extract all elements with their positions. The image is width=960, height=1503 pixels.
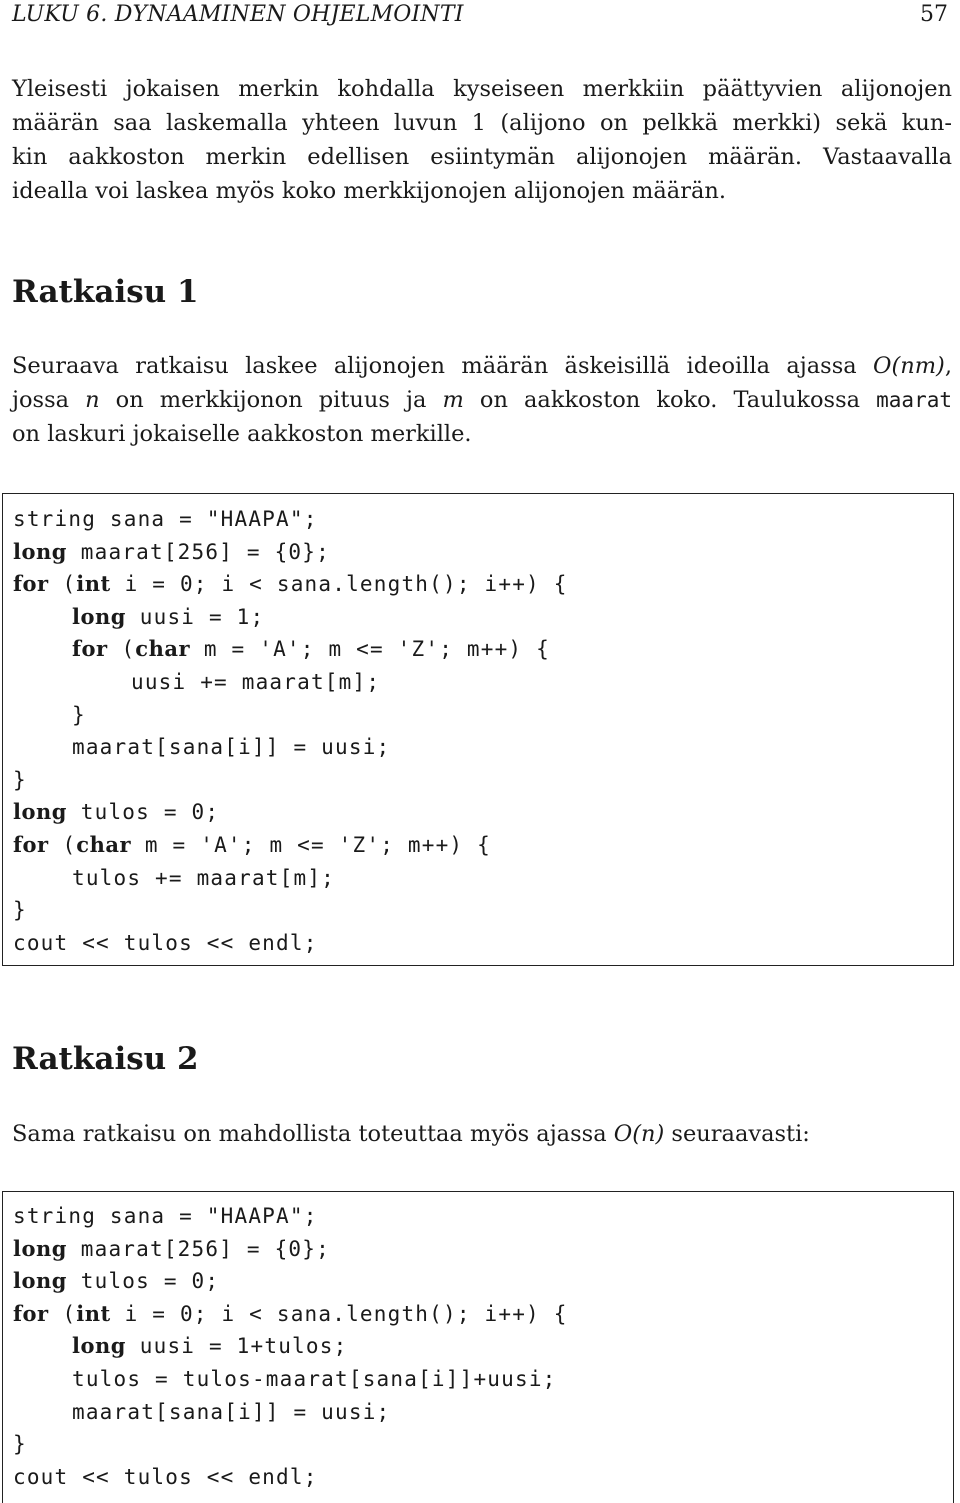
text-run: Seuraava ratkaisu laskee alijonojen määrän äskeisillä ideoilla ajassa [12,353,873,379]
text-run: , [944,353,952,379]
code-listing-2 [2,1191,954,1503]
variable-n: n [85,387,100,413]
text-run: on merkkijonon pituus ja [99,387,443,413]
keyword: for [72,636,108,662]
page-number: 57 [920,2,948,27]
inline-code-maarat: maarat [876,388,952,412]
code-line [13,633,953,666]
code-listing-1 [2,493,954,966]
code-line: } [13,898,27,923]
code-line: } [72,702,86,727]
intro-line: Yleisesti jokaisen merkin kohdalla kyseiseen merkkiin päättyvien alijonojen [12,76,952,102]
keyword: char [135,636,191,662]
keyword: for [13,831,49,857]
code-line [13,1265,953,1298]
code-text: ( [48,832,77,857]
keyword: int [76,1300,111,1326]
keyword: long [13,799,67,825]
text-run: seuraavasti: [664,1121,810,1147]
keyword: long [72,1333,126,1359]
code-line [13,568,953,601]
solution1-paragraph [12,349,952,451]
code-text: uusi = 1; [125,604,265,629]
intro-line: kin aakkoston merkin edellisen esiintymän alijonojen määrän. Vastaavalla [12,144,952,170]
code-text: m = 'A'; m <= 'Z'; m++) { [131,832,491,857]
code-text: maarat[256] = {0}; [66,539,330,564]
code-line: uusi += maarat[m]; [131,669,381,694]
solution1-line-2 [12,383,952,417]
code-line: maarat[sana[i]] = uusi; [72,735,391,760]
code-line [13,1298,953,1331]
keyword: long [13,1268,67,1294]
text-run: on aakkoston koko. Taulukossa [463,387,877,413]
keyword: for [13,571,49,597]
code-line [13,536,953,569]
code-line [13,796,953,829]
keyword: long [13,1235,67,1261]
intro-paragraph [12,72,952,208]
code-line [13,601,953,634]
text-run: jossa [12,387,86,413]
solution1-line-1 [12,349,952,383]
keyword: char [76,831,132,857]
code-line: maarat[sana[i]] = uusi; [72,1399,391,1424]
keyword: long [72,603,126,629]
solution2-paragraph [12,1117,952,1151]
variable-m: m [442,387,464,413]
running-header [12,0,948,32]
code-line: cout << tulos << endl; [13,1464,318,1489]
solution1-line-3: on laskuri jokaiselle aakkoston merkille. [12,421,472,447]
code-text: m = 'A'; m <= 'Z'; m++) { [190,637,550,662]
intro-line: idealla voi laskea myös koko merkkijonojen alijonojen määrän. [12,178,727,204]
code-text: ( [48,572,77,597]
code-line: cout << tulos << endl; [13,930,318,955]
code-text: ( [107,637,136,662]
code-line [13,1233,953,1266]
section-heading-ratkaisu-2: Ratkaisu 2 [12,1041,199,1077]
text-run: Sama ratkaisu on mahdollista toteuttaa myös ajassa [12,1121,614,1147]
code-text: tulos = 0; [66,1269,220,1294]
code-text: i = 0; i < sana.length(); i++) { [110,1301,568,1326]
keyword: int [76,571,111,597]
intro-line: määrän saa laskemalla yhteen luvun 1 (alijono on pelkkä merkki) sekä kun- [12,110,952,136]
code-text: ( [48,1301,77,1326]
code-line: } [13,767,27,792]
code-line: string sana = "HAAPA"; [13,1204,318,1228]
code-text: maarat[256] = {0}; [66,1236,330,1261]
code-text: i = 0; i < sana.length(); i++) { [110,572,568,597]
code-text: tulos = 0; [66,800,220,825]
code-text: uusi = 1+tulos; [125,1334,348,1359]
chapter-title: LUKU 6. DYNAAMINEN OHJELMOINTI [12,2,464,27]
code-line: string sana = "HAAPA"; [13,507,318,531]
complexity-formula: O(n) [613,1121,665,1147]
keyword: for [13,1300,49,1326]
section-heading-ratkaisu-1: Ratkaisu 1 [12,274,199,310]
code-line: tulos += maarat[m]; [72,865,336,890]
keyword: long [13,538,67,564]
code-line [13,1330,953,1363]
solution2-line-1 [12,1117,952,1151]
complexity-formula: O(nm) [873,353,945,379]
code-line: } [13,1432,27,1457]
code-line [13,829,953,862]
code-line: tulos = tulos-maarat[sana[i]]+uusi; [72,1366,557,1391]
